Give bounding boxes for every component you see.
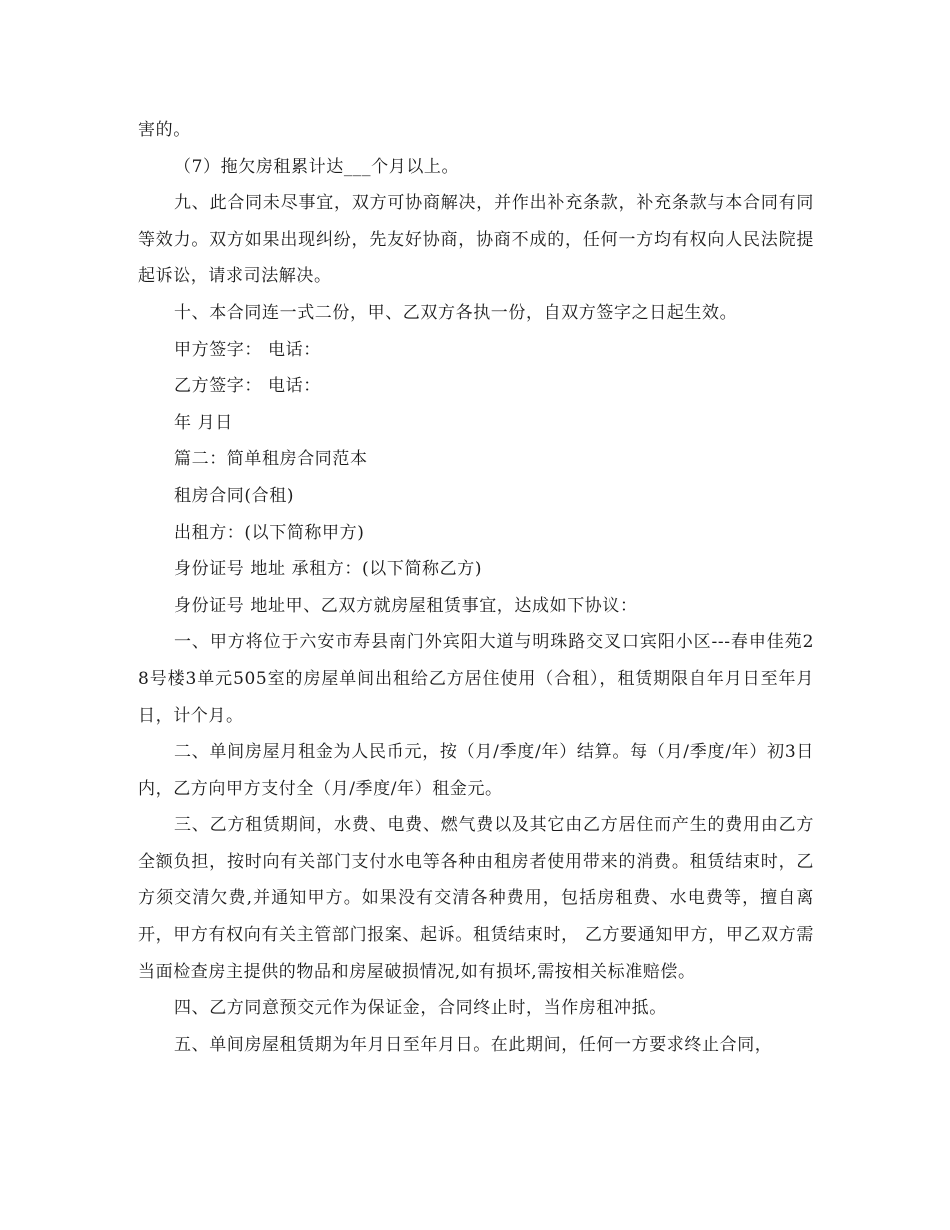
paragraph: 乙方签字： 电话： (174, 376, 321, 397)
paragraph: 害的。 (138, 120, 191, 140)
paragraph: 一、甲方将位于六安市寿县南门外宾阳大道与明珠路交叉口宾阳小区---春申佳苑28号楼3单元505室的房屋单间出租给乙方居住使用（合租），租赁期限自年月日至年月日，计个月。 (138, 632, 814, 726)
paragraph: 甲方签字： 电话： (174, 339, 321, 360)
paragraph: （7）拖欠房租累计达___个月以上。 (174, 156, 460, 177)
paragraph: 身份证号 地址 承租方：(以下简称乙方) (174, 559, 483, 580)
paragraph: 身份证号 地址甲、乙双方就房屋租赁事宜，达成如下协议： (174, 595, 638, 616)
paragraph: 九、此合同未尽事宜，双方可协商解决，并作出补充条款，补充条款与本合同有同等效力。双方如果出现纠纷，先友好协商，协商不成的，任何一方均有权向人民法院提起诉讼，请求司法解决。 (138, 193, 814, 287)
section-heading: 篇二：简单租房合同范本 (174, 449, 368, 470)
document-body (138, 112, 814, 1063)
paragraph: 二、单间房屋月租金为人民币元，按（月/季度/年）结算。每（月/季度/年）初3日内，乙方向甲方支付全（月/季度/年）租金元。 (138, 742, 814, 799)
paragraph: 年 月日 (174, 412, 233, 433)
paragraph: 出租方：(以下简称甲方) (174, 522, 365, 543)
paragraph: 五、单间房屋租赁期为年月日至年月日。在此期间，任何一方要求终止合同， (174, 1034, 773, 1055)
paragraph: 四、乙方同意预交元作为保证金，合同终止时，当作房租冲抵。 (174, 998, 667, 1019)
paragraph: 三、乙方租赁期间，水费、电费、燃气费以及其它由乙方居住而产生的费用由乙方全额负担，按时向有关部门支付水电等各种由租房者使用带来的消费。租赁结束时，乙方须交清欠费,并通知甲方。如果没有交清各种费用，包括房租费、水电费等，擅自离开，甲方有权向有关主管部门报案、起诉。租赁结束时， 乙方要通知甲方，甲乙双方需当面检查房主提供的物品和房屋破损情况,如有损坏,需按相关标准赔偿。 (138, 815, 814, 982)
paragraph: 十、本合同连一式二份，甲、乙双方各执一份，自双方签字之日起生效。 (174, 302, 738, 323)
contract-title: 租房合同(合租) (174, 485, 295, 506)
